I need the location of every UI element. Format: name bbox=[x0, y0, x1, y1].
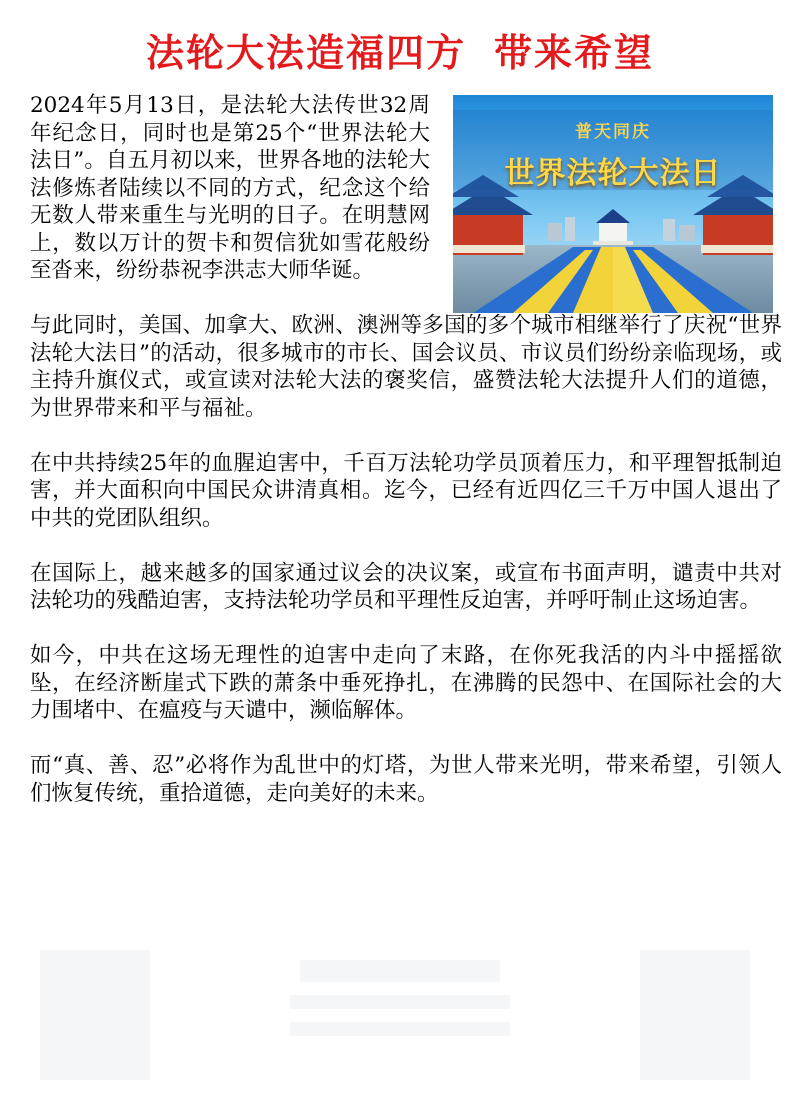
page-title bbox=[0, 22, 800, 77]
banner-subtitle: 普天同庆 bbox=[575, 122, 651, 142]
paragraph-4: 在国际上，越来越多的国家通过议会的决议案，或宣布书面声明，谴责中共对法轮功的残酷迫害，支持法轮功学员和平理性反迫害，并呼吁制止这场迫害。 bbox=[30, 560, 782, 613]
title-part-1: 法轮大法造福四方 bbox=[145, 31, 466, 75]
paragraph-3: 在中共持续25年的血腥迫害中，千百万法轮功学员顶着压力，和平理智抵制迫害，并大面积向中国民众讲清真相。迄今，已经有近四亿三千万中国人退出了中共的党团队组织。 bbox=[30, 450, 782, 531]
paragraph-6: 而“真、善、忍”必将作为乱世中的灯塔，为世人带来光明，带来希望，引领人们恢复传统，重拾道德，走向美好的未来。 bbox=[30, 753, 782, 806]
banner-title: 世界法轮大法日 bbox=[504, 156, 722, 191]
title-part-2: 带来希望 bbox=[494, 31, 655, 75]
article-body bbox=[30, 92, 782, 835]
paragraph-1: 2024年5月13日，是法轮大法传世32周年纪念日，同时也是第25个“世界法轮大法日”。自五月初以来，世界各地的法轮大法修炼者陆续以不同的方式，纪念这个给无数人带来重生与光明的日子。在明慧网上，数以万计的贺卡和贺信犹如雪花般纷至沓来，纷纷恭祝李洪志大师华诞。 bbox=[30, 93, 430, 283]
paragraph-5: 如今，中共在这场无理性的迫害中走向了末路，在你死我活的内斗中摇摇欲坠，在经济断崖式下跌的萧条中垂死挣扎，在沸腾的民怨中、在国际社会的大力围堵中、在瘟疫与天谴中，濒临解体。 bbox=[30, 643, 782, 723]
faint-watermark-graphic bbox=[0, 930, 800, 1100]
paragraph-2: 与此同时，美国、加拿大、欧洲、澳洲等多国的多个城市相继举行了庆祝“世界法轮大法日”的活动，很多城市的市长、国会议员、市议员们纷纷亲临现场，或主持升旗仪式，或宣读对法轮大法的褒奖信，盛赞法轮大法提升人们的道德，为世界带来和平与福祉。 bbox=[30, 313, 782, 421]
